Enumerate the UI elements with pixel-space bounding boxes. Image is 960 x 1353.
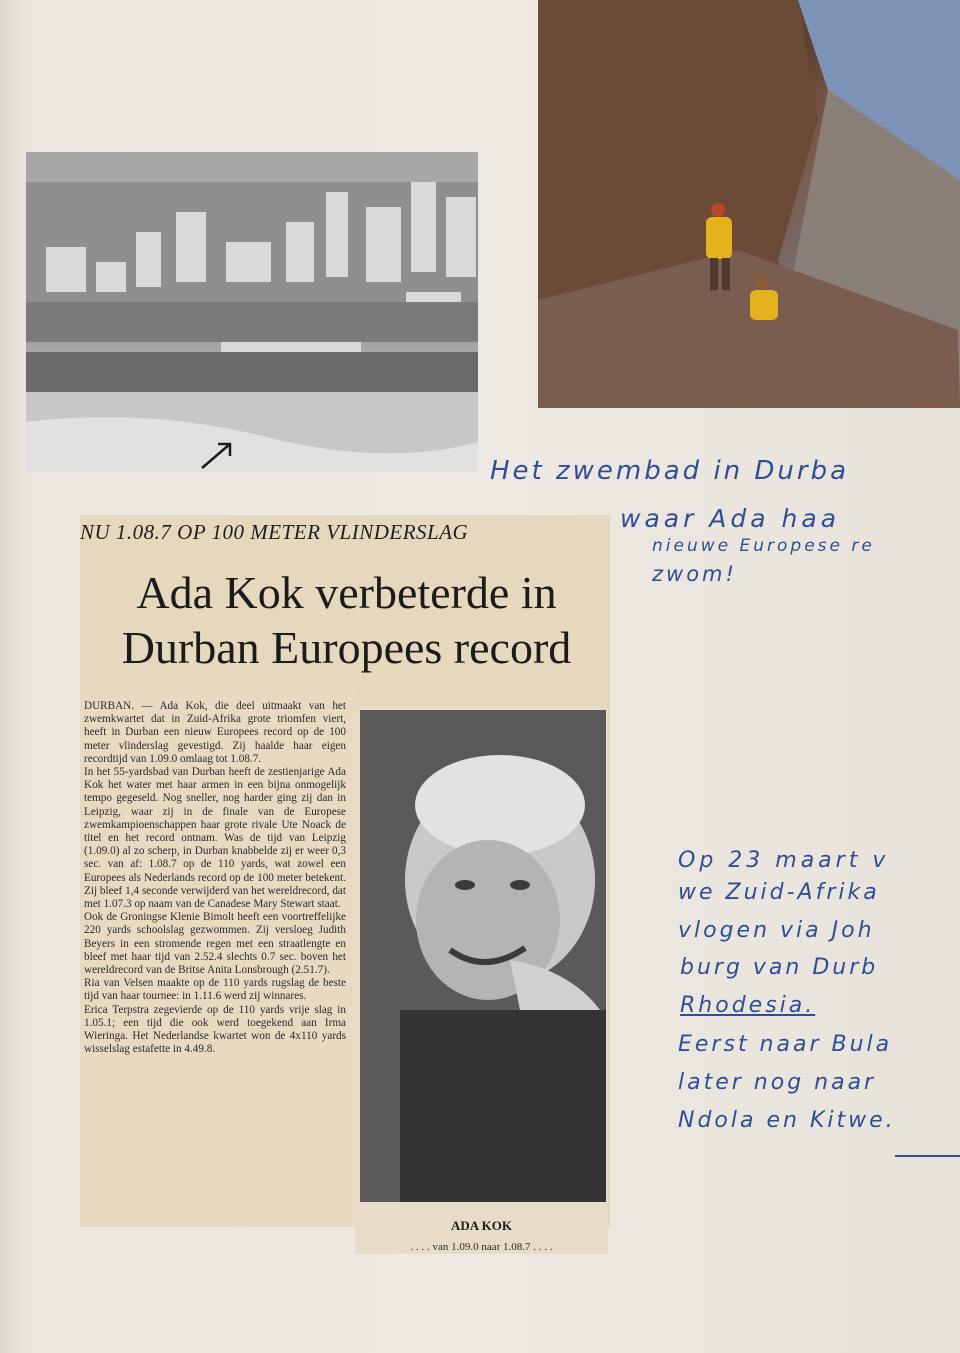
city-photo-illustration (26, 152, 478, 472)
handwritten-note-line: later nog naar (678, 1070, 877, 1095)
photo-caption-times: . . . . van 1.09.0 naar 1.08.7 . . . . (410, 1241, 553, 1253)
handwritten-note-line: burg van Durb (680, 955, 879, 980)
city-aerial-photo (26, 152, 478, 472)
handwritten-note-line: vlogen via Joh (678, 918, 875, 943)
handwritten-note-line: Eerst naar Bula (678, 1032, 893, 1057)
portrait-illustration (360, 710, 606, 1202)
handwritten-note-line: Het zwembad in Durba (490, 456, 850, 486)
ada-kok-portrait (360, 710, 606, 1202)
handwritten-note-line: zwom! (652, 562, 737, 586)
handwritten-note-line: Op 23 maart v (678, 848, 890, 873)
arrow-icon (196, 436, 246, 472)
handwritten-note-line: Rhodesia. (680, 993, 816, 1018)
mountain-climbers-photo (538, 0, 960, 408)
handwritten-underline (895, 1155, 960, 1157)
handwritten-note-line: waar Ada haa (620, 504, 841, 533)
handwritten-note-line: nieuwe Europese re (652, 536, 875, 556)
clipping-article-text: DURBAN. — Ada Kok, die deel uitmaakt van het zwemkwartet dat in Zuid-Afrika grote triomfen viert, heeft in Durban een nieuw Europees record op de 100 meter vlinderslag gevestigd. Zij haalde haar eigen recordtijd van 1.09.0 omlaag tot 1.08.7. In het 55-yardsbad van Durban heeft de zestienjarige Ada Kok het water met haar armen in een bijna onmogelijk tempo gegeseld. Nog sneller, nog harder ging zij dan in Leipzig, waar zij in de finale van de Europese zwemkampioenschappen haar grote rivale Ute Noack de titel en het record ontnam. Was de tijd van Leipzig (1.09.0) al zo scherp, in Durban knabbelde zij er weer 0,3 sec. van af: 1.08.7 op de 110 yards, wat zowel een Europees als Nederlands record op de 100 meter betekent. Zij bleef 1,4 seconde verwijderd van het wereldrecord, dat met 1.07.3 op naam van de Canadese Mary Stewart staat. Ook de Groningse Klenie Bimolt heeft een voortreffelijke 220 yards schoolslag gezwommen. Zij versloeg Judith Beyers in een stromende regen met een straatlengte en bleef met haar tijd van 2.52.4 slechts 0.7 sec. boven het wereldrecord van de Britse Anita Lonsbrough (2.51.7). Ria van Velsen maakte op de 110 yards rugslag de beste tijd van haar tournee: in 1.11.6 werd zij winnares. Erica Terpstra zegevierde op de 110 yards vrije slag in 1.05.1; een tijd die ook werd toegekend aan Irma Wieringa. Het Nederlandse kwartet won de 4x110 yards wisselslag estafette in 4.49.8. (84, 700, 346, 1056)
handwritten-note-line: Ndola en Kitwe. (678, 1108, 896, 1133)
photo-caption-name: ADA KOK (450, 1218, 513, 1233)
clipping-headline: Ada Kok verbeterde in Durban Europees record (121, 567, 572, 673)
clipping-kicker: NU 1.08.7 OP 100 METER VLINDERSLAG (80, 520, 469, 544)
mountain-photo-illustration (538, 0, 960, 408)
handwritten-note-line: we Zuid-Afrika (678, 880, 880, 905)
